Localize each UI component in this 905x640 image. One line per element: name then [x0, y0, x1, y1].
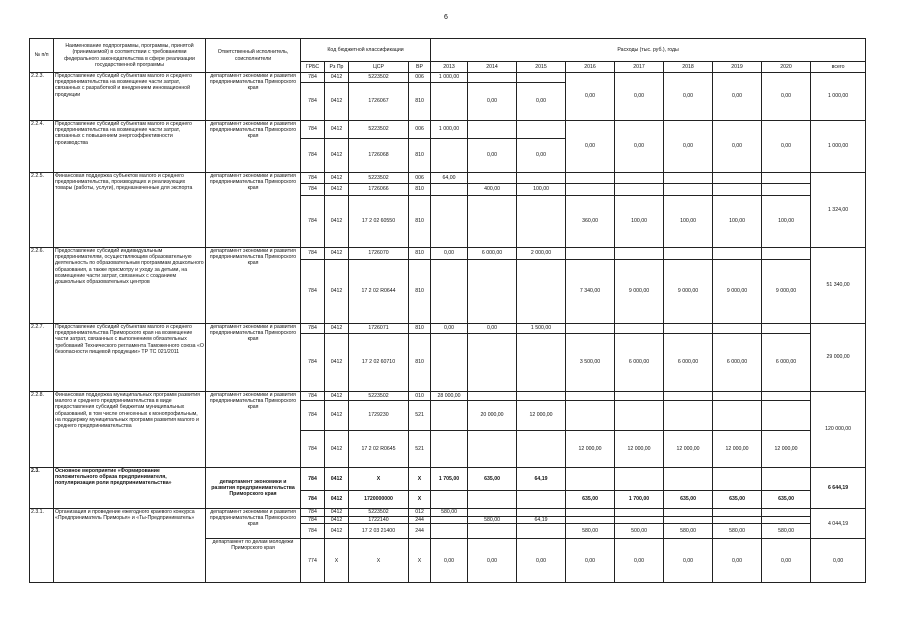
cell-csr: X: [349, 539, 409, 583]
cell-csr: 5223502: [349, 392, 409, 401]
cell-csr: 17 2 03 21400: [349, 524, 409, 539]
cell-2018: [664, 173, 713, 184]
cell-2013: [431, 524, 468, 539]
cell-2019: 0,00: [713, 73, 762, 121]
cell-2015: 0,00: [517, 139, 566, 173]
cell-2014: 580,00: [468, 517, 517, 524]
cell-total: 120 000,00: [811, 392, 866, 468]
cell-2020: [762, 392, 811, 401]
cell-total: 29 000,00: [811, 324, 866, 392]
cell-2018: [664, 401, 713, 431]
cell-2015: 1 500,00: [517, 324, 566, 334]
cell-2019: [713, 392, 762, 401]
cell-2019: [713, 324, 762, 334]
cell-2016: 635,00: [566, 491, 615, 509]
cell-2016: 0,00: [566, 73, 615, 121]
cell-2020: [762, 468, 811, 491]
cell-vr: 521: [409, 431, 431, 468]
row-description: Предоставление субсидий субъектам малого и среднего предпринимательства на возмещение части затрат, связанных с повышением энергоэффективности производства: [54, 121, 206, 173]
cell-2018: [664, 248, 713, 260]
cell-2020: 635,00: [762, 491, 811, 509]
cell-csr: 17 2 02 60550: [349, 196, 409, 248]
cell-vr: 010: [409, 392, 431, 401]
cell-csr: 5223502: [349, 121, 409, 139]
cell-grbs: 784: [301, 121, 325, 139]
cell-2019: [713, 248, 762, 260]
cell-2015: [517, 196, 566, 248]
row-responsible: департамент экономики и развития предпринимательства Приморского края: [206, 509, 301, 539]
cell-rzpr: 0412: [325, 121, 349, 139]
cell-2017: 0,00: [615, 73, 664, 121]
row-number: 2.2.7.: [30, 324, 54, 392]
cell-vr: 810: [409, 324, 431, 334]
cell-rzpr: 0412: [325, 173, 349, 184]
row-number: 2.2.8.: [30, 392, 54, 468]
cell-2015: [517, 121, 566, 139]
cell-csr: 1726067: [349, 83, 409, 121]
cell-grbs: 784: [301, 324, 325, 334]
cell-2016: 7 340,00: [566, 260, 615, 324]
cell-2020: 9 000,00: [762, 260, 811, 324]
cell-2014: 0,00: [468, 83, 517, 121]
row-responsible: департамент экономики и развития предпринимательства Приморского края: [206, 173, 301, 248]
cell-2018: 9 000,00: [664, 260, 713, 324]
cell-2019: [713, 173, 762, 184]
cell-grbs: 784: [301, 509, 325, 517]
cell-2013: 580,00: [431, 509, 468, 517]
cell-grbs: 784: [301, 401, 325, 431]
cell-2020: [762, 173, 811, 184]
cell-2015: 2 000,00: [517, 248, 566, 260]
cell-2014: [468, 121, 517, 139]
cell-csr: 1726070: [349, 248, 409, 260]
row-number: 2.2.5.: [30, 173, 54, 248]
cell-rzpr: 0412: [325, 468, 349, 491]
cell-2020: [762, 324, 811, 334]
cell-2018: [664, 517, 713, 524]
cell-2020: [762, 184, 811, 196]
cell-grbs: 784: [301, 260, 325, 324]
cell-2016: [566, 468, 615, 491]
cell-2016: [566, 173, 615, 184]
cell-2019: [713, 184, 762, 196]
cell-vr: 012: [409, 509, 431, 517]
cell-rzpr: 0412: [325, 196, 349, 248]
page-number: 6: [444, 14, 448, 21]
table-row: [30, 73, 866, 83]
cell-2014: 6 000,00: [468, 248, 517, 260]
row-description: Предоставление субсидий субъектам малого и среднего предпринимательства Приморского края на возмещение части затрат, связанных с выполнением обязательных требований Технического регламента Таможенного союза «О безопасности пищевой продукции» ТР ТС 021/2011: [54, 324, 206, 392]
row-responsible: департамент экономики и развития предпринимательства Приморского края: [206, 121, 301, 173]
header-year: 2020: [762, 62, 811, 73]
cell-csr: 17 2 02 60710: [349, 334, 409, 392]
header-responsible: Ответственный исполнитель, соисполнители: [206, 39, 301, 73]
header-year: 2017: [615, 62, 664, 73]
row-responsible: департамент экономики и развития предпринимательства Приморского края: [206, 73, 301, 121]
cell-2014: 0,00: [468, 324, 517, 334]
cell-2016: 3 500,00: [566, 334, 615, 392]
cell-2015: [517, 392, 566, 401]
cell-grbs: 784: [301, 139, 325, 173]
cell-2017: [615, 324, 664, 334]
cell-2017: [615, 392, 664, 401]
cell-grbs: 784: [301, 248, 325, 260]
cell-2016: 580,00: [566, 524, 615, 539]
cell-vr: 006: [409, 173, 431, 184]
header-year: 2018: [664, 62, 713, 73]
cell-2017: 6 000,00: [615, 334, 664, 392]
cell-rzpr: 0412: [325, 509, 349, 517]
cell-2019: 0,00: [713, 121, 762, 173]
row-number: 2.3.: [30, 468, 54, 509]
cell-csr: 5223502: [349, 173, 409, 184]
header-csr: ЦСР: [349, 62, 409, 73]
cell-2015: 0,00: [517, 83, 566, 121]
budget-table: [29, 38, 866, 583]
cell-rzpr: 0412: [325, 392, 349, 401]
row-number: 2.2.6.: [30, 248, 54, 324]
cell-2013: 0,00: [431, 324, 468, 334]
cell-2016: 0,00: [566, 539, 615, 583]
cell-2015: 0,00: [517, 539, 566, 583]
cell-2013: [431, 184, 468, 196]
header-code: Код бюджетной классификации: [301, 39, 431, 62]
cell-2015: [517, 524, 566, 539]
cell-vr: 810: [409, 248, 431, 260]
cell-total: 1 324,00: [811, 173, 866, 248]
cell-csr: 1726066: [349, 184, 409, 196]
cell-grbs: 784: [301, 491, 325, 509]
cell-2014: [468, 509, 517, 517]
cell-2015: 64,19: [517, 468, 566, 491]
row-responsible: департамент по делам молодежи Приморского края: [206, 539, 301, 583]
cell-2018: [664, 392, 713, 401]
cell-2019: [713, 509, 762, 517]
cell-2014: 0,00: [468, 539, 517, 583]
header-expenses: Расходы (тыс. руб.), годы: [431, 39, 866, 62]
cell-2014: [468, 392, 517, 401]
cell-2014: [468, 173, 517, 184]
table-row: [30, 509, 866, 517]
cell-2013: 1 705,00: [431, 468, 468, 491]
row-number: 2.2.3.: [30, 73, 54, 121]
cell-csr: 1726068: [349, 139, 409, 173]
table-row: [30, 392, 866, 401]
row-description: Финансовая поддержка субъектов малого и среднего предпринимательства, производящих и реализующих товары (работы, услуги), предназначенные для экспорта: [54, 173, 206, 248]
cell-vr: 006: [409, 121, 431, 139]
cell-rzpr: 0412: [325, 401, 349, 431]
cell-2020: 580,00: [762, 524, 811, 539]
cell-2014: [468, 73, 517, 83]
cell-2020: [762, 517, 811, 524]
cell-2018: 0,00: [664, 121, 713, 173]
cell-2017: [615, 401, 664, 431]
row-responsible: департамент экономики и развития предпринимательства Приморского края: [206, 248, 301, 324]
cell-total: 1 000,00: [811, 73, 866, 121]
cell-2014: 0,00: [468, 139, 517, 173]
cell-vr: 810: [409, 260, 431, 324]
cell-csr: 1726071: [349, 324, 409, 334]
cell-rzpr: 0412: [325, 139, 349, 173]
cell-csr: 1722140: [349, 517, 409, 524]
cell-2016: [566, 324, 615, 334]
cell-2014: 400,00: [468, 184, 517, 196]
cell-csr: 1729230: [349, 401, 409, 431]
cell-2013: [431, 196, 468, 248]
cell-2014: [468, 491, 517, 509]
cell-2018: 12 000,00: [664, 431, 713, 468]
cell-vr: 810: [409, 334, 431, 392]
table-row: [30, 468, 866, 491]
cell-2017: 1 700,00: [615, 491, 664, 509]
cell-2018: 100,00: [664, 196, 713, 248]
cell-grbs: 784: [301, 334, 325, 392]
cell-2019: 12 000,00: [713, 431, 762, 468]
cell-2017: [615, 248, 664, 260]
cell-2016: [566, 248, 615, 260]
cell-vr: X: [409, 491, 431, 509]
cell-2017: [615, 509, 664, 517]
cell-2019: 100,00: [713, 196, 762, 248]
cell-2015: [517, 431, 566, 468]
header-total: всего: [811, 62, 866, 73]
cell-2016: [566, 517, 615, 524]
cell-total: 4 044,19: [811, 509, 866, 539]
cell-2014: 635,00: [468, 468, 517, 491]
header-num: № п/п: [30, 39, 54, 73]
row-description: Основное мероприятие «Формирование положительного образа предпринимателя, популяризация роли предпринимательства»: [54, 468, 206, 509]
cell-grbs: 784: [301, 83, 325, 121]
cell-grbs: 784: [301, 468, 325, 491]
cell-grbs: 774: [301, 539, 325, 583]
cell-2017: [615, 468, 664, 491]
cell-2015: [517, 491, 566, 509]
cell-2014: [468, 196, 517, 248]
cell-rzpr: 0412: [325, 334, 349, 392]
row-description: Предоставление субсидий индивидуальным предпринимателям, осуществляющим образовательную деятельность по образовательным программам дошкольного образования, а также присмотру и уходу за детьми, на возмещение части затрат, связанных с созданием дошкольных образовательных центров: [54, 248, 206, 324]
cell-2019: 580,00: [713, 524, 762, 539]
header-name: Наименование подпрограммы, программы, принятой (принимаемой) в соответствии с требованиями федерального законодательства в сфере реализации государственной программы: [54, 39, 206, 73]
cell-2013: [431, 431, 468, 468]
cell-csr: 1720000000: [349, 491, 409, 509]
cell-grbs: 784: [301, 517, 325, 524]
cell-2017: 0,00: [615, 539, 664, 583]
cell-2013: 64,00: [431, 173, 468, 184]
cell-rzpr: 0412: [325, 260, 349, 324]
cell-2017: 9 000,00: [615, 260, 664, 324]
cell-rzpr: 0412: [325, 83, 349, 121]
cell-2013: 1 000,00: [431, 121, 468, 139]
cell-vr: 810: [409, 139, 431, 173]
cell-2019: 0,00: [713, 539, 762, 583]
cell-2015: [517, 334, 566, 392]
cell-csr: 5223502: [349, 73, 409, 83]
cell-csr: X: [349, 468, 409, 491]
cell-2018: 6 000,00: [664, 334, 713, 392]
cell-vr: 521: [409, 401, 431, 431]
cell-total: 51 340,00: [811, 248, 866, 324]
header-year: 2014: [468, 62, 517, 73]
cell-2013: [431, 334, 468, 392]
cell-2013: 0,00: [431, 248, 468, 260]
cell-total: 1 000,00: [811, 121, 866, 173]
row-responsible: департамент экономики и развития предпринимательства Приморского края: [206, 324, 301, 392]
header-row: [30, 39, 866, 62]
cell-2015: [517, 260, 566, 324]
cell-2018: 580,00: [664, 524, 713, 539]
cell-2017: [615, 173, 664, 184]
header-vr: ВР: [409, 62, 431, 73]
cell-vr: 810: [409, 184, 431, 196]
cell-2019: [713, 468, 762, 491]
cell-csr: 5223502: [349, 509, 409, 517]
row-responsible: департамент экономики и развития предпринимательства Приморского края: [206, 392, 301, 468]
cell-2015: [517, 509, 566, 517]
cell-2018: 0,00: [664, 73, 713, 121]
cell-2020: 0,00: [762, 121, 811, 173]
cell-rzpr: 0412: [325, 73, 349, 83]
cell-2014: 20 000,00: [468, 401, 517, 431]
cell-2019: [713, 517, 762, 524]
cell-2017: 0,00: [615, 121, 664, 173]
cell-vr: 244: [409, 517, 431, 524]
cell-2018: [664, 468, 713, 491]
cell-rzpr: 0412: [325, 431, 349, 468]
header-grbs: ГРБС: [301, 62, 325, 73]
cell-2014: [468, 524, 517, 539]
row-number: 2.3.1.: [30, 509, 54, 583]
table-row: [30, 248, 866, 260]
cell-vr: 244: [409, 524, 431, 539]
cell-2013: [431, 260, 468, 324]
cell-2018: 635,00: [664, 491, 713, 509]
cell-2015: 100,00: [517, 184, 566, 196]
cell-2017: 100,00: [615, 196, 664, 248]
cell-2016: [566, 509, 615, 517]
cell-2017: 12 000,00: [615, 431, 664, 468]
cell-2017: [615, 184, 664, 196]
cell-2013: 0,00: [431, 539, 468, 583]
header-year: 2013: [431, 62, 468, 73]
cell-2020: 0,00: [762, 73, 811, 121]
cell-rzpr: 0412: [325, 517, 349, 524]
header-year: 2015: [517, 62, 566, 73]
cell-rzpr: 0412: [325, 324, 349, 334]
cell-grbs: 784: [301, 73, 325, 83]
cell-2020: [762, 248, 811, 260]
cell-2016: 0,00: [566, 121, 615, 173]
header-rzpr: Рз Пр: [325, 62, 349, 73]
header-year: 2019: [713, 62, 762, 73]
cell-grbs: 784: [301, 431, 325, 468]
table-row: [30, 121, 866, 139]
cell-2020: 100,00: [762, 196, 811, 248]
cell-2015: [517, 173, 566, 184]
cell-2013: [431, 139, 468, 173]
cell-2017: [615, 517, 664, 524]
cell-2019: 635,00: [713, 491, 762, 509]
row-description: Предоставление субсидий субъектам малого и среднего предпринимательства на возмещение части затрат, связанных с разработкой и внедрением инновационной продукции: [54, 73, 206, 121]
cell-2013: [431, 83, 468, 121]
cell-2013: [431, 517, 468, 524]
cell-2020: [762, 509, 811, 517]
cell-2019: 6 000,00: [713, 334, 762, 392]
cell-rzpr: 0412: [325, 184, 349, 196]
cell-2018: [664, 184, 713, 196]
cell-2019: [713, 401, 762, 431]
cell-2014: [468, 431, 517, 468]
row-number: 2.2.4.: [30, 121, 54, 173]
cell-grbs: 784: [301, 184, 325, 196]
cell-vr: X: [409, 539, 431, 583]
header-year: 2016: [566, 62, 615, 73]
cell-2015: 64,19: [517, 517, 566, 524]
cell-2015: [517, 73, 566, 83]
cell-2013: [431, 401, 468, 431]
cell-2019: 9 000,00: [713, 260, 762, 324]
cell-2016: [566, 401, 615, 431]
row-description: Финансовая поддержка муниципальных программ развития малого и среднего предпринимательства в виде предоставления субсидий бюджетам муниципальных образований, в том числе отнесенных к монопрофильным, на поддержку муниципальных программ развития малого и среднего предпринимательства: [54, 392, 206, 468]
cell-2020: 6 000,00: [762, 334, 811, 392]
cell-2017: 500,00: [615, 524, 664, 539]
cell-2018: [664, 509, 713, 517]
cell-grbs: 784: [301, 196, 325, 248]
cell-rzpr: 0412: [325, 491, 349, 509]
cell-2016: 360,00: [566, 196, 615, 248]
cell-2020: 12 000,00: [762, 431, 811, 468]
cell-vr: X: [409, 468, 431, 491]
cell-2016: [566, 392, 615, 401]
table-row: [30, 173, 866, 184]
cell-2016: [566, 184, 615, 196]
cell-rzpr: 0412: [325, 524, 349, 539]
row-responsible: департамент экономики и развития предпринимательства Приморского края: [206, 468, 301, 509]
table-row: [30, 324, 866, 334]
cell-2015: 12 000,00: [517, 401, 566, 431]
cell-2014: [468, 334, 517, 392]
cell-grbs: 784: [301, 392, 325, 401]
cell-2013: 28 000,00: [431, 392, 468, 401]
cell-2018: 0,00: [664, 539, 713, 583]
cell-vr: 006: [409, 73, 431, 83]
cell-vr: 810: [409, 196, 431, 248]
cell-2016: 12 000,00: [566, 431, 615, 468]
cell-total: 6 644,19: [811, 468, 866, 509]
cell-total: 0,00: [811, 539, 866, 583]
cell-rzpr: X: [325, 539, 349, 583]
cell-grbs: 784: [301, 524, 325, 539]
cell-rzpr: 0412: [325, 248, 349, 260]
row-description: Организация и проведение ежегодного краевого конкурса «Предприниматель Приморья» и «Ты-Предприниматель»: [54, 509, 206, 583]
cell-2020: [762, 401, 811, 431]
cell-2013: 1 000,00: [431, 73, 468, 83]
cell-2013: [431, 491, 468, 509]
cell-vr: 810: [409, 83, 431, 121]
cell-csr: 17 2 02 R0645: [349, 431, 409, 468]
cell-csr: 17 2 02 R0644: [349, 260, 409, 324]
cell-2014: [468, 260, 517, 324]
cell-2020: 0,00: [762, 539, 811, 583]
cell-grbs: 784: [301, 173, 325, 184]
cell-2018: [664, 324, 713, 334]
